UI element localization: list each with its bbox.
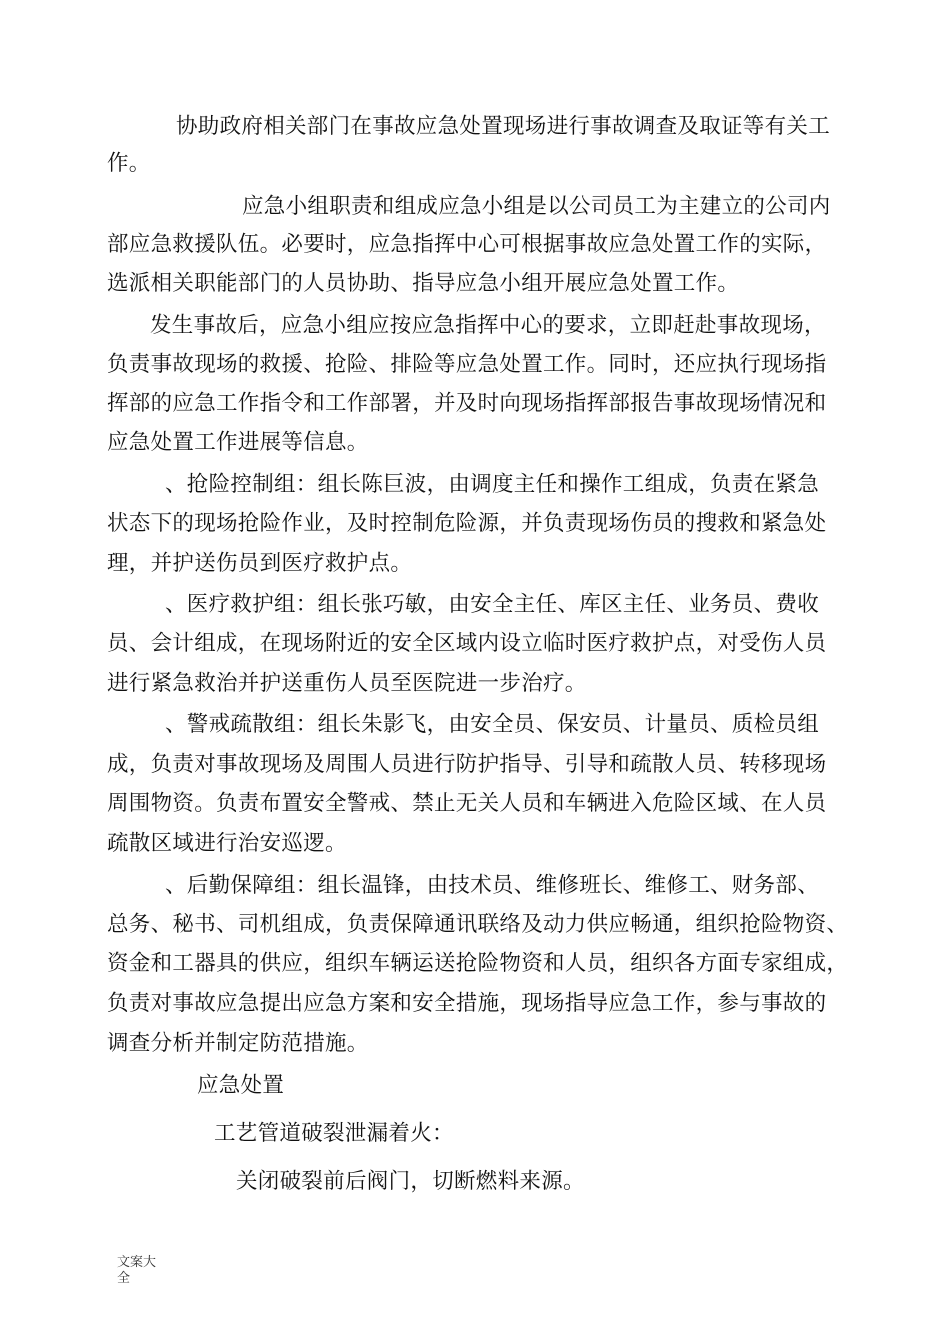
paragraph-line: 疏散区域进行治安巡逻。 xyxy=(107,831,347,856)
paragraph-line: 作。 xyxy=(107,151,151,176)
paragraph-line: 员、会计组成，在现场附近的安全区域内设立临时医疗救护点，对受伤人员 xyxy=(107,631,827,656)
paragraph-line: 选派相关职能部门的人员协助、指导应急小组开展应急处置工作。 xyxy=(107,271,740,296)
paragraph-line: 应急小组职责和组成应急小组是以公司员工为主建立的公司内 xyxy=(242,194,831,219)
paragraph-line: 发生事故后，应急小组应按应急指挥中心的要求，立即赶赴事故现场， xyxy=(150,313,826,338)
paragraph-line: 调查分析并制定防范措施。 xyxy=(107,1031,369,1056)
paragraph-line: 、医疗救护组：组长张巧敏，由安全主任、库区主任、业务员、费收 xyxy=(165,592,820,617)
paragraph-line: 、警戒疏散组：组长朱影飞，由安全员、保安员、计量员、质检员组 xyxy=(165,712,820,737)
paragraph-line: 、抢险控制组：组长陈巨波，由调度主任和操作工组成，负责在紧急 xyxy=(165,472,820,497)
paragraph-line: 成，负责对事故现场及周围人员进行防护指导、引导和疏散人员、转移现场 xyxy=(107,752,827,777)
paragraph-line: 总务、秘书、司机组成，负责保障通讯联络及动力供应畅通，组织抢险物资、 xyxy=(107,912,849,937)
paragraph-line: 挥部的应急工作指令和工作部署，并及时向现场指挥部报告事故现场情况和 xyxy=(107,391,827,416)
footer-line: 全 xyxy=(117,1271,131,1286)
paragraph-line: 状态下的现场抢险作业，及时控制危险源，并负责现场伤员的搜救和紧急处 xyxy=(107,511,827,536)
subsection-heading: 工艺管道破裂泄漏着火： xyxy=(214,1121,454,1146)
footer-line: 文案大 xyxy=(117,1255,157,1270)
paragraph-line: 负责事故现场的救援、抢险、排险等应急处置工作。同时，还应执行现场指 xyxy=(107,352,827,377)
paragraph-line: 关闭破裂前后阀门，切断燃料来源。 xyxy=(236,1169,585,1194)
paragraph-line: 理，并护送伤员到医疗救护点。 xyxy=(107,551,413,576)
paragraph-line: 周围物资。负责布置安全警戒、禁止无关人员和车辆进入危险区域、在人员 xyxy=(107,791,827,816)
paragraph-line: 部应急救援队伍。必要时，应急指挥中心可根据事故应急处置工作的实际， xyxy=(107,232,827,257)
section-heading: 应急处置 xyxy=(197,1073,285,1098)
paragraph-line: 应急处置工作进展等信息。 xyxy=(107,430,369,455)
paragraph-line: 协助政府相关部门在事故应急处置现场进行事故调查及取证等有关工 xyxy=(176,114,831,139)
paragraph-line: 、后勤保障组：组长温锋，由技术员、维修班长、维修工、财务部、 xyxy=(165,873,820,898)
paragraph-line: 资金和工器具的供应，组织车辆运送抢险物资和人员，组织各方面专家组成， xyxy=(107,951,849,976)
paragraph-line: 负责对事故应急提出应急方案和安全措施，现场指导应急工作，参与事故的 xyxy=(107,991,827,1016)
footer-watermark xyxy=(117,1255,156,1287)
paragraph-line: 进行紧急救治并护送重伤人员至医院进一步治疗。 xyxy=(107,671,587,696)
